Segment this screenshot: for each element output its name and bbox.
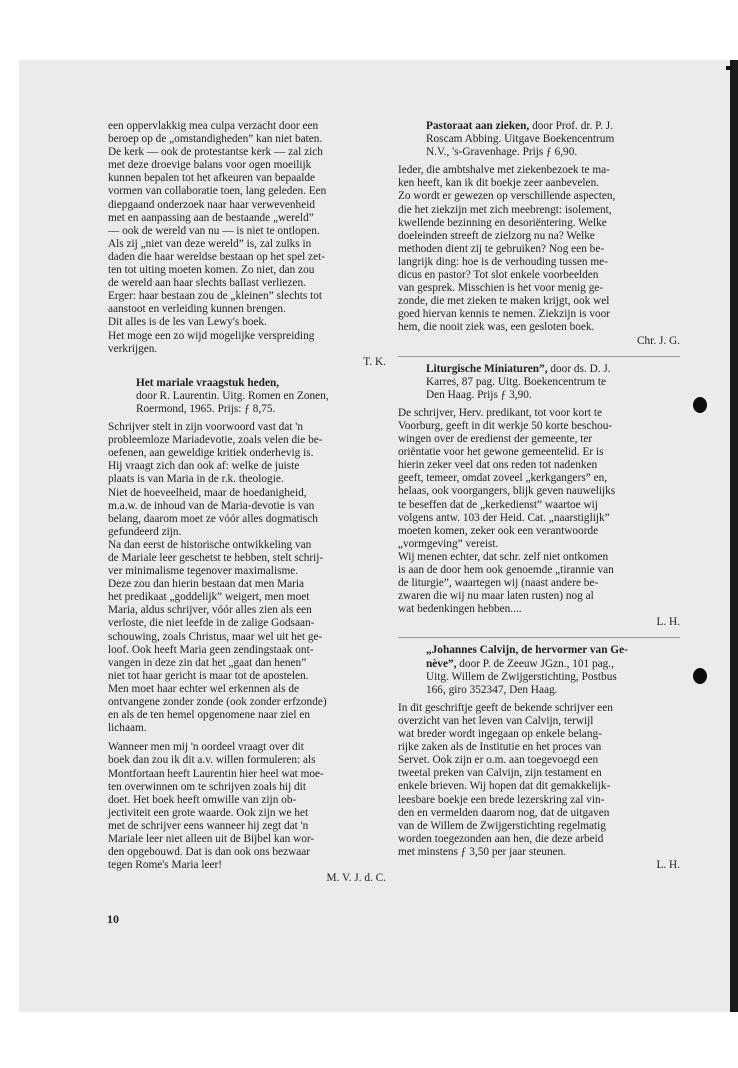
text-line: oefenen, aan geweldige kritiek onderhevig is. xyxy=(108,447,314,460)
review-title: Liturgische Miniaturen”, xyxy=(426,362,548,375)
punch-hole-bottom xyxy=(693,668,707,684)
text-line: de Mariale leer geschetst te hebben, stelt schrij- xyxy=(108,552,324,564)
text-line: overzicht van het leven van Calvijn, terwijl xyxy=(398,714,594,727)
divider xyxy=(398,637,680,638)
text-line: niet tot haar gericht is maar tot de apostelen. xyxy=(108,669,309,682)
text-line: Mariale leer niet alleen uit de Bijbel kan wor- xyxy=(108,832,315,845)
text-line: Hij vraagt zich dan ook af: welke de juiste xyxy=(108,460,300,473)
text-line: het predikaat „goddelijk” weigert, men moet xyxy=(108,591,310,604)
text-line: dicus en pastor? Tot slot enkele voorbeelden xyxy=(398,269,599,282)
review-details-line: door ds. D. J. xyxy=(550,362,611,375)
text-line: kwellende bezinning en desoriëntering. Welke xyxy=(398,216,607,229)
text-line: Dit alles is de les van Lewy's boek. xyxy=(108,316,267,329)
review-signature: Chr. J. G. xyxy=(637,334,680,347)
text-line: hem, die nooit ziek was, een gesloten boek. xyxy=(398,321,595,334)
text-line: vangen in deze zin dat het „gaat dan henen” xyxy=(108,656,307,669)
text-line: Men moet haar echter wel erkennen als de xyxy=(108,682,300,695)
text-line: Wij menen echter, dat schr. zelf niet ontkomen xyxy=(398,550,609,563)
review-details-line: door P. de Zeeuw JGzn., 101 pag., xyxy=(459,657,614,670)
review-details-line: Den Haag. Prijs ƒ 3,90. xyxy=(426,388,532,401)
text-line: hierin zeker veel dat ons reden tot nadenken xyxy=(398,459,598,472)
review-heading-calvijn xyxy=(398,644,680,696)
text-line: die het ziekzijn met zich meebrengt: isolement, xyxy=(398,203,612,216)
punch-hole-top xyxy=(693,397,707,413)
review-title: Het mariale vraagstuk heden, xyxy=(136,376,280,389)
text-line: leesbare boekje een brede lezerskring zal vin- xyxy=(398,793,605,806)
text-line: met en aanpassing aan de bestaande „wereld” xyxy=(108,211,314,224)
left-column xyxy=(108,120,386,885)
text-line: helaas, ook voorgangers, blijk geven nauwelijks xyxy=(398,485,616,498)
text-line: ken heeft, kan ik dit boekje zeer aanbevelen. xyxy=(398,177,600,190)
text-line: Niet de hoeveelheid, maar de hoedanigheid, xyxy=(108,486,307,499)
text-line: vormen van collaboratie toen, lang geleden. Een xyxy=(108,185,327,198)
text-line: zwaren die wij nu maar laten rusten) nog al xyxy=(398,590,594,603)
text-line: aanstoot en verleiding kunnen brengen. xyxy=(108,303,286,316)
text-line: Montfortaan heeft Laurentin hier heel wat moe- xyxy=(108,767,324,780)
review-body xyxy=(108,421,386,735)
text-line: daden die haar wereldse bestaan op het spel zet- xyxy=(108,250,326,263)
text-line: langrijk ding: hoe is de verhouding tussen me- xyxy=(398,255,608,268)
review-body-opinion xyxy=(108,741,386,872)
text-line: diepgaand onderzoek naar haar verwevenheid xyxy=(108,198,316,211)
text-line: belang, daarom moet ze vóór alles dogmatisch xyxy=(108,512,318,525)
review-details-line: Karres, 87 pag. Uitg. Boekencentrum te xyxy=(426,375,607,388)
text-line: zonde, die met zieken te maken krijgt, ook wel xyxy=(398,295,610,308)
review-title: Pastoraat aan zieken, xyxy=(426,120,530,132)
text-line: van gesprek. Misschien is het voor menig ge- xyxy=(398,282,604,295)
text-line: enkele brieven. Wij hopen dat dit gemakkelijk- xyxy=(398,780,611,793)
review-heading-liturgische xyxy=(398,363,680,402)
text-line: Servet. Ook zijn er o.m. aan toegevoegd een xyxy=(398,754,599,767)
text-line: Na dan eerst de historische ontwikkeling van xyxy=(108,538,312,551)
text-line: van de Willem de Zwijgerstichting regelmatig xyxy=(398,819,606,832)
text-line: Maria, aldus schrijver, vóór alles zien als een xyxy=(108,604,312,617)
text-line: den opgebouwd. Dat is dan ook ons bezwaar xyxy=(108,846,311,859)
review-heading-pastoraat xyxy=(398,120,680,159)
text-line: Zo wordt er gewezen op verschillende aspecten, xyxy=(398,190,616,203)
text-line: In dit geschriftje geeft de bekende schrijver een xyxy=(398,701,613,714)
divider xyxy=(398,356,680,357)
text-line: Roermond, 1965. Prijs: ƒ 8,75. xyxy=(136,402,276,415)
text-line: De kerk — ook de protestantse kerk — zal zich xyxy=(108,146,323,159)
review-details xyxy=(136,390,386,416)
text-line: volgens antw. 103 der Heid. Cat. „naarstiglijk” xyxy=(398,511,610,524)
text-line: tegen Rome's Maria leer! xyxy=(108,859,223,872)
right-column xyxy=(398,120,680,872)
review-details-line: 166, giro 352347, Den Haag. xyxy=(426,683,558,696)
text-line: beroep op de „omstandigheden” kan niet baten. xyxy=(108,133,323,146)
page-edge-mark xyxy=(726,66,732,70)
text-line: de wereld aan haar slechts ballast verliezen. xyxy=(108,277,306,290)
text-line: is aan de door hem ook genoemde „tirannie van xyxy=(398,564,614,576)
review-details-line: Roscam Abbing. Uitgave Boekencentrum xyxy=(426,133,615,146)
text-line: te beseffen dat de „kerkedienst” waartoe wij xyxy=(398,498,598,511)
text-line: de liturgie”, waartegen wij (naast andere be- xyxy=(398,577,599,590)
review-signature: L. H. xyxy=(656,616,680,629)
text-line: jectiviteit een grote waarde. Ook zijn we het xyxy=(108,806,309,819)
text-line: Deze zou dan hierin bestaan dat men Maria xyxy=(108,578,305,591)
text-line: methoden dient zij te gebruiken? Nog een be- xyxy=(398,242,605,255)
text-line: De schrijver, Herv. predikant, tot voor kort te xyxy=(398,406,602,419)
text-line: schouwing, zoals Christus, maar wel uit het ge- xyxy=(108,630,323,643)
page-edge-shadow xyxy=(730,60,738,1012)
text-line: Als zij „niet van deze wereld” is, zal zulks in xyxy=(108,237,312,250)
text-line: verkrijgen. xyxy=(108,342,158,355)
text-line: een oppervlakkig mea culpa verzacht door een xyxy=(108,120,319,132)
text-line: Schrijver stelt in zijn voorwoord vast dat 'n xyxy=(108,421,303,434)
text-line: doeleinden streeft de zielzorg nu na? Welke xyxy=(398,229,595,242)
text-line: rijke zaken als de Institutie en het proces van xyxy=(398,741,602,754)
text-line: Het moge een zo wijd mogelijke verspreiding xyxy=(108,329,315,342)
review-body xyxy=(398,702,680,859)
text-line: „vormgeving” vereist. xyxy=(398,537,499,550)
text-line: loof. Ook heeft Maria geen zendingstaak ont- xyxy=(108,643,314,656)
text-line: met de schrijver eens wanneer hij zegt dat 'n xyxy=(108,819,309,832)
text-line: Erger: haar bestaan zou de „kleinen” slechts tot xyxy=(108,290,323,303)
text-line: worden toegezonden aan hen, die deze arbeid xyxy=(398,832,604,845)
text-line: kunnen bepalen tot het afkeuren van bepaalde xyxy=(108,172,316,185)
review-signature: L. H. xyxy=(656,858,680,871)
text-line: lichaam. xyxy=(108,722,147,735)
text-line: wingen over de eredienst der gemeente, ter xyxy=(398,433,593,446)
text-line: doet. Het boek heeft omwille van zijn ob- xyxy=(108,793,297,806)
text-line: Wanneer men mij 'n oordeel vraagt over dit xyxy=(108,741,304,754)
text-line: gefundeerd zijn. xyxy=(108,525,182,538)
review-body xyxy=(398,164,680,334)
text-line: ten overwinnen om te schrijven zoals hij dit xyxy=(108,780,306,793)
text-line: ver minimalisme tegenover maximalisme. xyxy=(108,565,299,578)
text-line: — ook de wereld van nu — is niet te ontlopen. xyxy=(108,224,320,237)
review-details-line: N.V., 's-Gravenhage. Prijs ƒ 6,90. xyxy=(426,146,578,159)
text-line: wat breder wordt ingegaan op enkele belang- xyxy=(398,728,602,741)
text-line: tweetal preken van Calvijn, zijn testament en xyxy=(398,767,602,780)
text-line: en als de ten hemel opgenomene naar ziel en xyxy=(108,709,310,722)
page-number: 10 xyxy=(107,912,119,926)
text-line: probleemloze Mariadevotie, zoals velen die be- xyxy=(108,434,323,447)
review-title-cont: nève”, xyxy=(426,657,457,670)
text-line: ontvangene zonder zonde (ook zonder erfzonde) xyxy=(108,696,327,709)
review-heading-mariale xyxy=(108,377,386,416)
review-details-line: Uitg. Willem de Zwijgerstichting, Postbus xyxy=(426,670,617,683)
text-line: oriëntatie voor het gewone gemeentelid. Er is xyxy=(398,446,604,459)
text-line: verloste, die niet leefde in de zalige Godsaan- xyxy=(108,617,315,630)
review-signature: M. V. J. d. C. xyxy=(326,872,386,885)
text-line: ten tot uiting moeten komen. Zo niet, dan zou xyxy=(108,264,315,277)
text-line: geeft, temeer, omdat zoveel „kerkgangers” en, xyxy=(398,472,608,485)
text-line: wat bedenkingen hebben.... xyxy=(398,603,522,616)
text-line: goed hiervan kennis te nemen. Ziekzijn is voor xyxy=(398,308,611,321)
text-line: met deze droevige balans voor ogen moeilijk xyxy=(108,159,312,172)
review-title: „Johannes Calvijn, de hervormer van Ge- xyxy=(426,644,628,657)
text-line: boek dan zou ik dit a.v. willen formuleren: als xyxy=(108,754,316,767)
text-line: met minstens ƒ 3,50 per jaar steunen. xyxy=(398,845,567,858)
intro-signature: T. K. xyxy=(363,355,386,368)
text-line: door R. Laurentin. Uitg. Romen en Zonen, xyxy=(136,389,329,402)
intro-text xyxy=(108,120,386,356)
review-body xyxy=(398,407,680,617)
text-line: moeten komen, zeker ook een verantwoorde xyxy=(398,524,599,537)
text-line: den en vermelden daarom nog, dat de uitgaven xyxy=(398,806,610,819)
text-line: Voorburg, geeft in dit werkje 50 korte beschou- xyxy=(398,419,613,432)
review-details-line: door Prof. dr. P. J. xyxy=(532,120,614,132)
text-line: m.a.w. de inhoud van de Maria-devotie is van xyxy=(108,499,315,512)
text-line: plaats is van Maria in de r.k. theologie. xyxy=(108,473,284,486)
text-line: Ieder, die ambtshalve met ziekenbezoek te ma- xyxy=(398,164,610,177)
